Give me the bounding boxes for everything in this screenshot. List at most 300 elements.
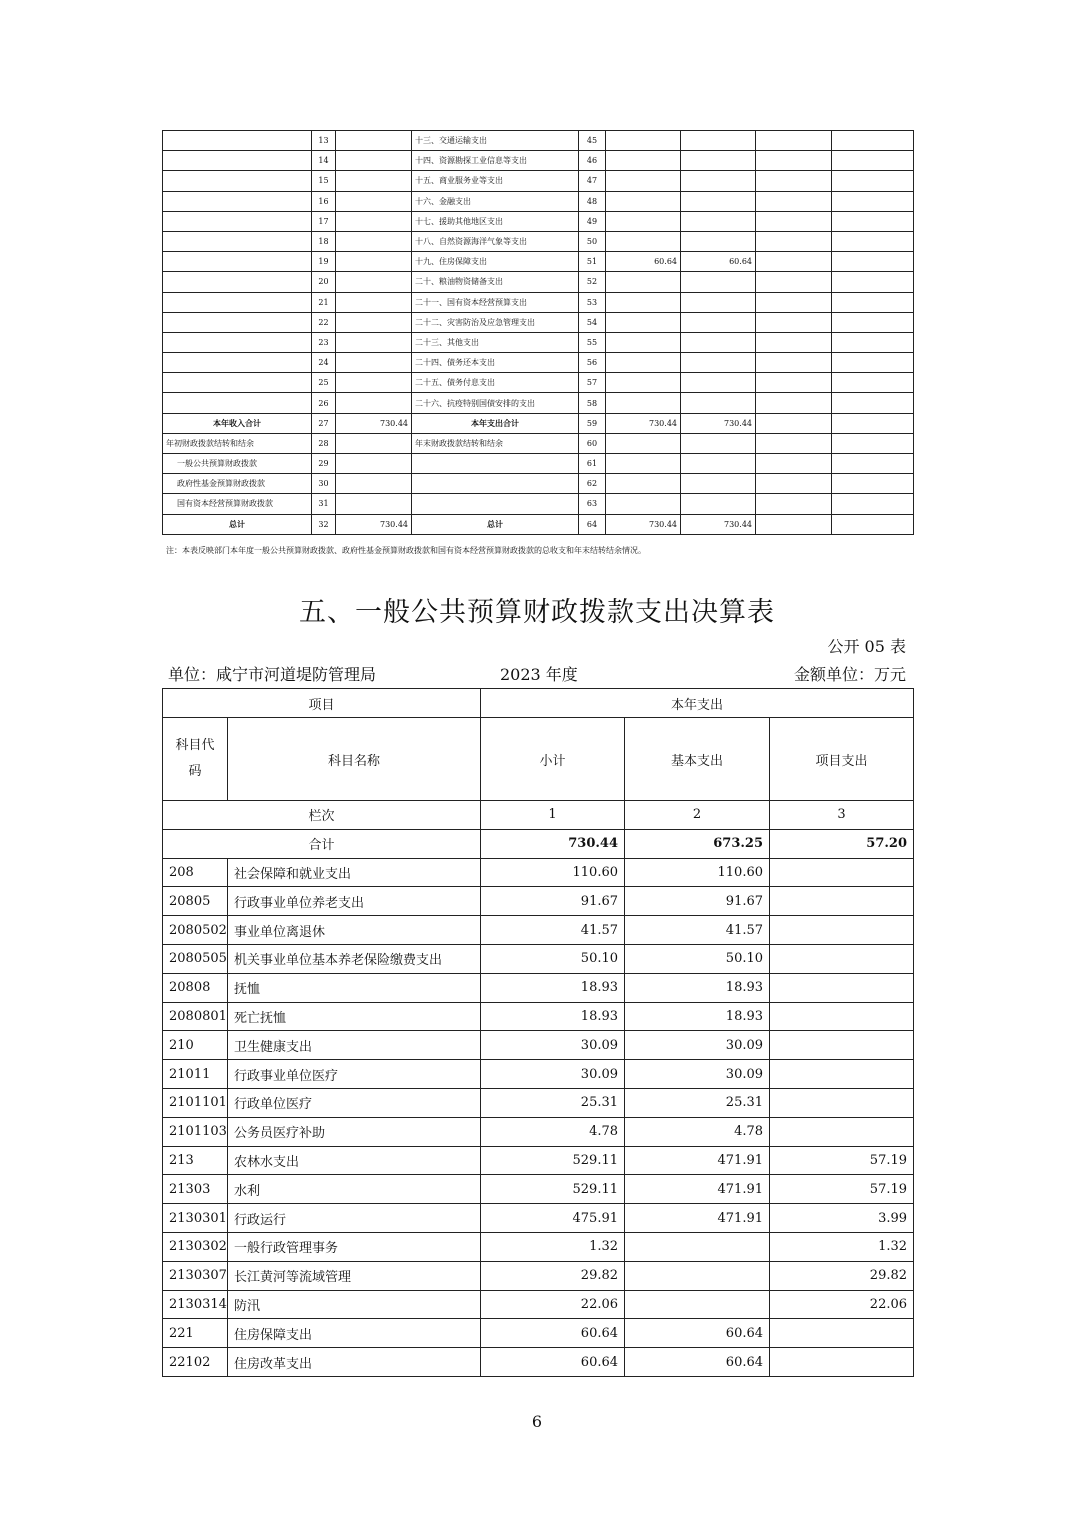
basic-value: 25.31 xyxy=(625,1088,770,1117)
value-4 xyxy=(832,413,914,433)
left-amount xyxy=(336,151,412,171)
subject-code: 2101103 xyxy=(163,1117,228,1146)
left-label: 政府性基金预算财政拨款 xyxy=(163,474,312,494)
basic-value: 30.09 xyxy=(625,1060,770,1089)
left-row-no: 19 xyxy=(312,252,336,272)
right-label: 二十六、抗疫特别国债安排的支出 xyxy=(412,393,579,413)
value-2 xyxy=(681,272,756,292)
right-row-no: 46 xyxy=(579,151,606,171)
value-2 xyxy=(681,211,756,231)
subject-name: 事业单位离退休 xyxy=(228,916,481,945)
left-amount xyxy=(336,272,412,292)
right-row-no: 62 xyxy=(579,474,606,494)
left-label: 年初财政拨款结转和结余 xyxy=(163,433,312,453)
project-value: 57.19 xyxy=(770,1175,914,1204)
table-row xyxy=(163,151,914,171)
table-row xyxy=(163,373,914,393)
value-2 xyxy=(681,332,756,352)
table-row xyxy=(163,272,914,292)
value-1 xyxy=(606,131,681,151)
table-row xyxy=(163,1031,914,1060)
left-amount xyxy=(336,474,412,494)
table-row xyxy=(163,1290,914,1319)
right-label: 十七、援助其他地区支出 xyxy=(412,211,579,231)
left-label xyxy=(163,131,312,151)
left-label xyxy=(163,231,312,251)
project-value xyxy=(770,973,914,1002)
left-row-no: 17 xyxy=(312,211,336,231)
total-project: 57.20 xyxy=(770,829,914,858)
value-3 xyxy=(756,292,832,312)
left-amount xyxy=(336,231,412,251)
project-value: 1.32 xyxy=(770,1232,914,1261)
subtotal-value: 30.09 xyxy=(481,1031,625,1060)
right-row-no: 47 xyxy=(579,171,606,191)
value-1 xyxy=(606,211,681,231)
left-row-no: 20 xyxy=(312,272,336,292)
table-row xyxy=(163,1232,914,1261)
subtotal-value: 60.64 xyxy=(481,1319,625,1348)
basic-value xyxy=(625,1232,770,1261)
right-row-no: 51 xyxy=(579,252,606,272)
table-row xyxy=(163,433,914,453)
right-row-no: 63 xyxy=(579,494,606,514)
subtotal-value: 29.82 xyxy=(481,1261,625,1290)
basic-value: 110.60 xyxy=(625,858,770,887)
project-value xyxy=(770,1348,914,1377)
basic-value: 41.57 xyxy=(625,916,770,945)
subtotal-value: 1.32 xyxy=(481,1232,625,1261)
subject-name: 死亡抚恤 xyxy=(228,1002,481,1031)
right-label: 十四、资源勘探工业信息等支出 xyxy=(412,151,579,171)
right-label: 总计 xyxy=(412,514,579,534)
total-basic: 673.25 xyxy=(625,829,770,858)
left-row-no: 26 xyxy=(312,393,336,413)
value-3 xyxy=(756,211,832,231)
value-4 xyxy=(832,454,914,474)
subject-code: 2080502 xyxy=(163,916,228,945)
header-col2: 2 xyxy=(625,801,770,830)
header-basic: 基本支出 xyxy=(625,718,770,801)
left-label xyxy=(163,151,312,171)
table-row xyxy=(163,1088,914,1117)
left-amount xyxy=(336,292,412,312)
right-label: 年末财政拨款结转和结余 xyxy=(412,433,579,453)
table-row xyxy=(163,474,914,494)
value-3 xyxy=(756,252,832,272)
subtotal-value: 18.93 xyxy=(481,973,625,1002)
project-value: 57.19 xyxy=(770,1146,914,1175)
subject-code: 2080505 xyxy=(163,944,228,973)
value-3 xyxy=(756,413,832,433)
left-row-no: 21 xyxy=(312,292,336,312)
subtotal-value: 25.31 xyxy=(481,1088,625,1117)
subject-code: 20808 xyxy=(163,973,228,1002)
left-label xyxy=(163,211,312,231)
value-1 xyxy=(606,191,681,211)
left-amount xyxy=(336,312,412,332)
value-1 xyxy=(606,393,681,413)
table-row xyxy=(163,1348,914,1377)
left-amount: 730.44 xyxy=(336,413,412,433)
right-row-no: 45 xyxy=(579,131,606,151)
project-value: 22.06 xyxy=(770,1290,914,1319)
left-row-no: 13 xyxy=(312,131,336,151)
subject-name: 长江黄河等流域管理 xyxy=(228,1261,481,1290)
right-label: 十三、交通运输支出 xyxy=(412,131,579,151)
left-label: 总计 xyxy=(163,514,312,534)
value-2 xyxy=(681,191,756,211)
subject-name: 住房保障支出 xyxy=(228,1319,481,1348)
right-row-no: 50 xyxy=(579,231,606,251)
value-1 xyxy=(606,474,681,494)
subject-code: 2080801 xyxy=(163,1002,228,1031)
value-4 xyxy=(832,332,914,352)
left-row-no: 14 xyxy=(312,151,336,171)
table-row xyxy=(163,332,914,352)
value-2: 60.64 xyxy=(681,252,756,272)
table-row xyxy=(163,1319,914,1348)
right-label xyxy=(412,454,579,474)
subject-code: 21303 xyxy=(163,1175,228,1204)
basic-value xyxy=(625,1261,770,1290)
project-value xyxy=(770,887,914,916)
table-row xyxy=(163,1117,914,1146)
value-3 xyxy=(756,373,832,393)
right-label: 二十四、债务还本支出 xyxy=(412,353,579,373)
subject-name: 机关事业单位基本养老保险缴费支出 xyxy=(228,944,481,973)
right-label xyxy=(412,494,579,514)
table-note: 注：本表反映部门本年度一般公共预算财政拨款、政府性基金预算财政拨款和国有资本经营预算财政拨款的总收支和年末结转结余情况。 xyxy=(166,546,646,555)
right-label xyxy=(412,474,579,494)
value-2 xyxy=(681,231,756,251)
table-row xyxy=(163,1204,914,1233)
basic-value xyxy=(625,1290,770,1319)
subtotal-value: 91.67 xyxy=(481,887,625,916)
value-1 xyxy=(606,171,681,191)
left-label xyxy=(163,191,312,211)
left-row-no: 24 xyxy=(312,353,336,373)
left-amount xyxy=(336,211,412,231)
value-1 xyxy=(606,272,681,292)
value-1 xyxy=(606,373,681,393)
subject-code: 221 xyxy=(163,1319,228,1348)
right-label: 二十二、灾害防治及应急管理支出 xyxy=(412,312,579,332)
project-value xyxy=(770,1002,914,1031)
left-row-no: 32 xyxy=(312,514,336,534)
right-label: 十五、商业服务业等支出 xyxy=(412,171,579,191)
left-amount xyxy=(336,494,412,514)
subject-code: 208 xyxy=(163,858,228,887)
left-label xyxy=(163,171,312,191)
subject-name: 防汛 xyxy=(228,1290,481,1319)
value-2 xyxy=(681,494,756,514)
subject-code: 21011 xyxy=(163,1060,228,1089)
value-3 xyxy=(756,514,832,534)
table-row xyxy=(163,1261,914,1290)
subtotal-value: 41.57 xyxy=(481,916,625,945)
project-value xyxy=(770,1031,914,1060)
left-label: 本年收入合计 xyxy=(163,413,312,433)
basic-value: 471.91 xyxy=(625,1146,770,1175)
value-3 xyxy=(756,312,832,332)
value-4 xyxy=(832,433,914,453)
left-label xyxy=(163,252,312,272)
value-1: 730.44 xyxy=(606,514,681,534)
value-4 xyxy=(832,373,914,393)
right-row-no: 54 xyxy=(579,312,606,332)
table-row xyxy=(163,413,914,433)
amount-unit: 金额单位：万元 xyxy=(793,665,906,684)
value-3 xyxy=(756,454,832,474)
basic-value: 471.91 xyxy=(625,1204,770,1233)
table-row xyxy=(163,393,914,413)
left-amount xyxy=(336,171,412,191)
subject-name: 行政单位医疗 xyxy=(228,1088,481,1117)
total-subtotal: 730.44 xyxy=(481,829,625,858)
value-2 xyxy=(681,373,756,393)
value-1 xyxy=(606,454,681,474)
left-amount xyxy=(336,373,412,393)
project-value xyxy=(770,944,914,973)
header-col-seq: 栏次 xyxy=(163,801,481,830)
subject-code: 210 xyxy=(163,1031,228,1060)
left-row-no: 27 xyxy=(312,413,336,433)
subtotal-value: 529.11 xyxy=(481,1175,625,1204)
subject-name: 农林水支出 xyxy=(228,1146,481,1175)
subject-name: 行政事业单位养老支出 xyxy=(228,887,481,916)
right-label: 十九、住房保障支出 xyxy=(412,252,579,272)
right-label: 本年支出合计 xyxy=(412,413,579,433)
subject-code: 2130314 xyxy=(163,1290,228,1319)
value-1 xyxy=(606,231,681,251)
right-label: 二十三、其他支出 xyxy=(412,332,579,352)
subject-code: 2130302 xyxy=(163,1232,228,1261)
subject-name: 抚恤 xyxy=(228,973,481,1002)
header-item: 项目 xyxy=(163,689,481,718)
project-value xyxy=(770,1319,914,1348)
left-row-no: 25 xyxy=(312,373,336,393)
project-value xyxy=(770,858,914,887)
left-amount xyxy=(336,131,412,151)
value-3 xyxy=(756,191,832,211)
right-row-no: 49 xyxy=(579,211,606,231)
left-row-no: 18 xyxy=(312,231,336,251)
income-expense-table-continued xyxy=(162,130,914,535)
project-value xyxy=(770,1088,914,1117)
left-label xyxy=(163,272,312,292)
left-row-no: 16 xyxy=(312,191,336,211)
subtotal-value: 110.60 xyxy=(481,858,625,887)
table-row xyxy=(163,211,914,231)
value-2 xyxy=(681,131,756,151)
basic-value: 18.93 xyxy=(625,1002,770,1031)
table-row xyxy=(163,494,914,514)
right-label: 二十、粮油物资储备支出 xyxy=(412,272,579,292)
header-project: 项目支出 xyxy=(770,718,914,801)
subtotal-value: 30.09 xyxy=(481,1060,625,1089)
right-row-no: 58 xyxy=(579,393,606,413)
value-4 xyxy=(832,393,914,413)
left-amount xyxy=(336,252,412,272)
value-2 xyxy=(681,171,756,191)
value-4 xyxy=(832,252,914,272)
value-1 xyxy=(606,151,681,171)
value-3 xyxy=(756,494,832,514)
table-row xyxy=(163,887,914,916)
table-row xyxy=(163,191,914,211)
subject-name: 水利 xyxy=(228,1175,481,1204)
right-row-no: 61 xyxy=(579,454,606,474)
table-row xyxy=(163,231,914,251)
left-amount xyxy=(336,353,412,373)
left-amount xyxy=(336,191,412,211)
right-row-no: 52 xyxy=(579,272,606,292)
unit-name: 单位：咸宁市河道堤防管理局 xyxy=(168,665,377,684)
basic-value: 471.91 xyxy=(625,1175,770,1204)
left-row-no: 30 xyxy=(312,474,336,494)
value-4 xyxy=(832,474,914,494)
right-row-no: 60 xyxy=(579,433,606,453)
subject-name: 行政运行 xyxy=(228,1204,481,1233)
value-3 xyxy=(756,272,832,292)
left-label: 一般公共预算财政拨款 xyxy=(163,454,312,474)
left-amount xyxy=(336,433,412,453)
table-row xyxy=(163,353,914,373)
right-row-no: 53 xyxy=(579,292,606,312)
table-row xyxy=(163,1175,914,1204)
value-4 xyxy=(832,191,914,211)
table-row xyxy=(163,916,914,945)
left-amount xyxy=(336,454,412,474)
value-3 xyxy=(756,353,832,373)
value-4 xyxy=(832,514,914,534)
subject-code: 20805 xyxy=(163,887,228,916)
page-number: 6 xyxy=(531,1412,543,1431)
table-row xyxy=(163,312,914,332)
value-4 xyxy=(832,211,914,231)
left-label xyxy=(163,353,312,373)
left-amount xyxy=(336,393,412,413)
right-label: 十八、自然资源海洋气象等支出 xyxy=(412,231,579,251)
table-row xyxy=(163,1060,914,1089)
value-2: 730.44 xyxy=(681,413,756,433)
basic-value: 30.09 xyxy=(625,1031,770,1060)
right-row-no: 48 xyxy=(579,191,606,211)
table-row xyxy=(163,1002,914,1031)
subject-name: 公务员医疗补助 xyxy=(228,1117,481,1146)
subtotal-value: 60.64 xyxy=(481,1348,625,1377)
value-2 xyxy=(681,393,756,413)
value-4 xyxy=(832,353,914,373)
value-1: 60.64 xyxy=(606,252,681,272)
table-row xyxy=(163,252,914,272)
page-title: 五、一般公共预算财政拨款支出决算表 xyxy=(299,597,775,628)
form-number: 公开 05 表 xyxy=(827,637,906,656)
value-3 xyxy=(756,171,832,191)
subject-code: 22102 xyxy=(163,1348,228,1377)
value-2: 730.44 xyxy=(681,514,756,534)
value-1 xyxy=(606,353,681,373)
value-1 xyxy=(606,494,681,514)
value-1 xyxy=(606,433,681,453)
value-3 xyxy=(756,332,832,352)
value-4 xyxy=(832,272,914,292)
basic-value: 18.93 xyxy=(625,973,770,1002)
right-label: 二十五、债务付息支出 xyxy=(412,373,579,393)
header-col3: 3 xyxy=(770,801,914,830)
table-row xyxy=(163,1146,914,1175)
project-value: 3.99 xyxy=(770,1204,914,1233)
subject-name: 卫生健康支出 xyxy=(228,1031,481,1060)
value-2 xyxy=(681,474,756,494)
value-4 xyxy=(832,131,914,151)
left-label xyxy=(163,393,312,413)
subject-code: 2101101 xyxy=(163,1088,228,1117)
right-row-no: 57 xyxy=(579,373,606,393)
table-row xyxy=(163,292,914,312)
value-1 xyxy=(606,332,681,352)
subject-name: 住房改革支出 xyxy=(228,1348,481,1377)
header-name: 科目名称 xyxy=(228,718,481,801)
left-amount: 730.44 xyxy=(336,514,412,534)
value-3 xyxy=(756,474,832,494)
right-row-no: 59 xyxy=(579,413,606,433)
subject-code: 2130307 xyxy=(163,1261,228,1290)
subtotal-value: 22.06 xyxy=(481,1290,625,1319)
value-4 xyxy=(832,292,914,312)
left-row-no: 31 xyxy=(312,494,336,514)
basic-value: 60.64 xyxy=(625,1348,770,1377)
left-label xyxy=(163,332,312,352)
right-label: 十六、金融支出 xyxy=(412,191,579,211)
project-value xyxy=(770,916,914,945)
right-row-no: 56 xyxy=(579,353,606,373)
value-4 xyxy=(832,494,914,514)
value-1 xyxy=(606,312,681,332)
value-2 xyxy=(681,292,756,312)
subtotal-value: 475.91 xyxy=(481,1204,625,1233)
subject-name: 行政事业单位医疗 xyxy=(228,1060,481,1089)
left-row-no: 28 xyxy=(312,433,336,453)
right-row-no: 55 xyxy=(579,332,606,352)
table-row xyxy=(163,131,914,151)
subject-code: 2130301 xyxy=(163,1204,228,1233)
table-row xyxy=(163,858,914,887)
right-row-no: 64 xyxy=(579,514,606,534)
table-row xyxy=(163,171,914,191)
left-label xyxy=(163,292,312,312)
expenditure-table xyxy=(162,688,914,1377)
left-amount xyxy=(336,332,412,352)
header-subtotal: 小计 xyxy=(481,718,625,801)
value-2 xyxy=(681,433,756,453)
subject-code: 213 xyxy=(163,1146,228,1175)
subtotal-value: 50.10 xyxy=(481,944,625,973)
left-row-no: 23 xyxy=(312,332,336,352)
left-label xyxy=(163,312,312,332)
value-4 xyxy=(832,231,914,251)
total-label: 合计 xyxy=(163,829,481,858)
header-current-year-exp: 本年支出 xyxy=(481,689,914,718)
header-col1: 1 xyxy=(481,801,625,830)
project-value xyxy=(770,1060,914,1089)
subtotal-value: 529.11 xyxy=(481,1146,625,1175)
value-2 xyxy=(681,312,756,332)
left-label xyxy=(163,373,312,393)
basic-value: 50.10 xyxy=(625,944,770,973)
subject-name: 一般行政管理事务 xyxy=(228,1232,481,1261)
